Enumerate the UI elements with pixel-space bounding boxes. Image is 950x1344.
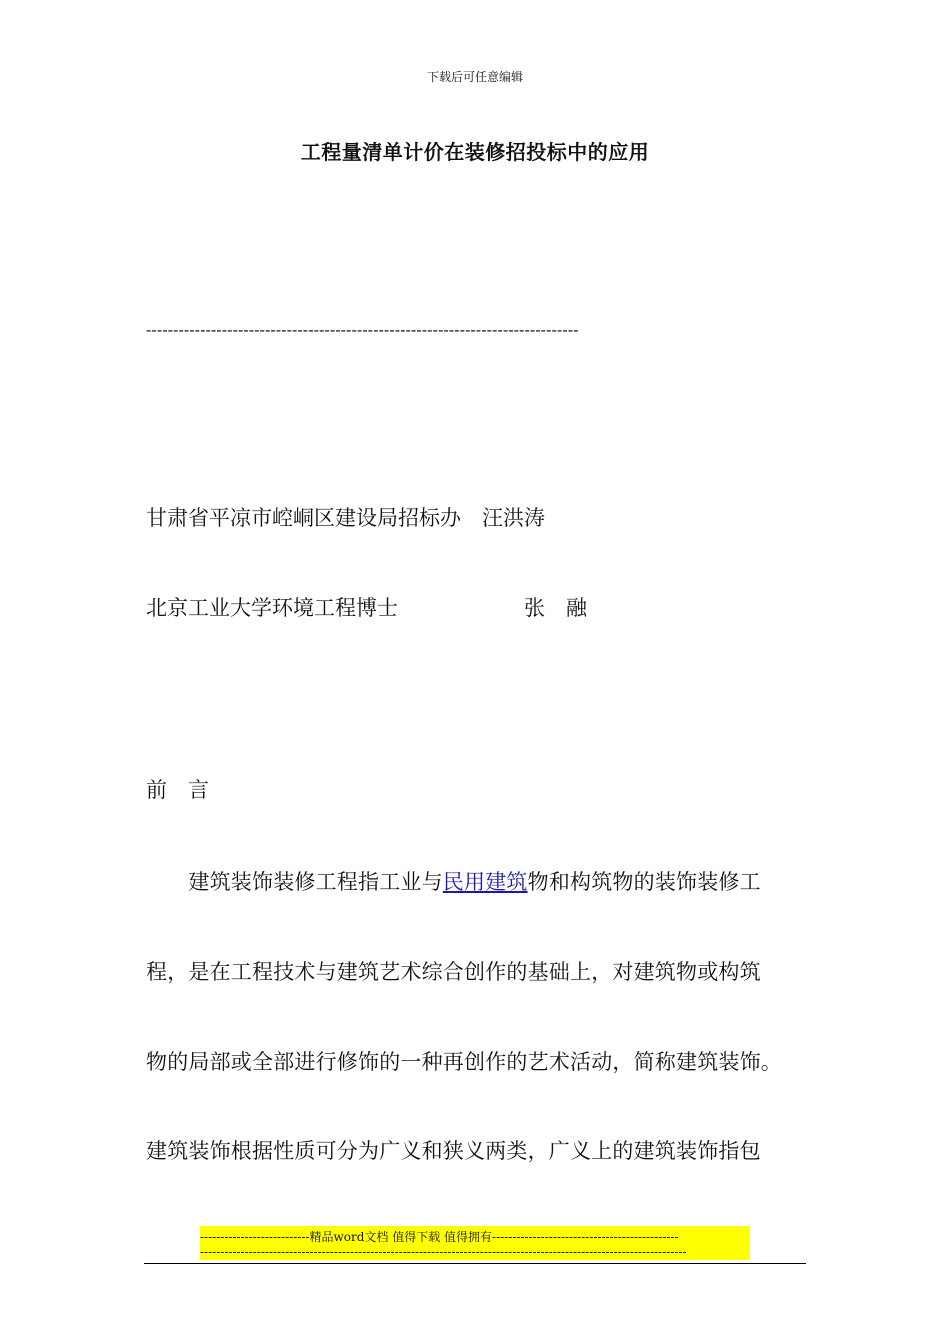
paragraph-line-2: 程，是在工程技术与建筑艺术综合创作的基础上，对建筑物或构筑 <box>146 960 761 984</box>
paragraph-text: 建筑装饰装修工程指工业与 <box>146 870 443 894</box>
paragraph-line-4: 建筑装饰根据性质可分为广义和狭义两类，广义上的建筑装饰指包 <box>146 1139 761 1163</box>
paragraph-text: 物和构筑物的装饰装修工 <box>527 870 761 894</box>
paragraph-line-1 <box>146 866 761 896</box>
page-header: 下载后可任意编辑 <box>426 70 523 84</box>
footer-line-1: ---------------------------精品word文档 值得下载 值得拥有---------------------------------------------- <box>200 1230 679 1244</box>
section-heading: 前 言 <box>146 778 209 802</box>
footer-line-2: ------------------------------------------------------------------------------------------------------------------------ <box>200 1245 687 1259</box>
author-line-2: 北京工业大学环境工程博士 张 融 <box>146 596 587 620</box>
document-title: 工程量清单计价在装修招投标中的应用 <box>300 140 650 164</box>
author-line-1: 甘肃省平凉市崆峒区建设局招标办 汪洪涛 <box>146 506 545 530</box>
paragraph-line-3: 物的局部或全部进行修饰的一种再创作的艺术活动，简称建筑装饰。 <box>146 1050 782 1074</box>
bottom-rule <box>144 1263 806 1264</box>
separator-line: -------------------------------------------------------------------------------- <box>146 320 579 339</box>
link-civil-building[interactable]: 民用建筑 <box>442 870 528 894</box>
